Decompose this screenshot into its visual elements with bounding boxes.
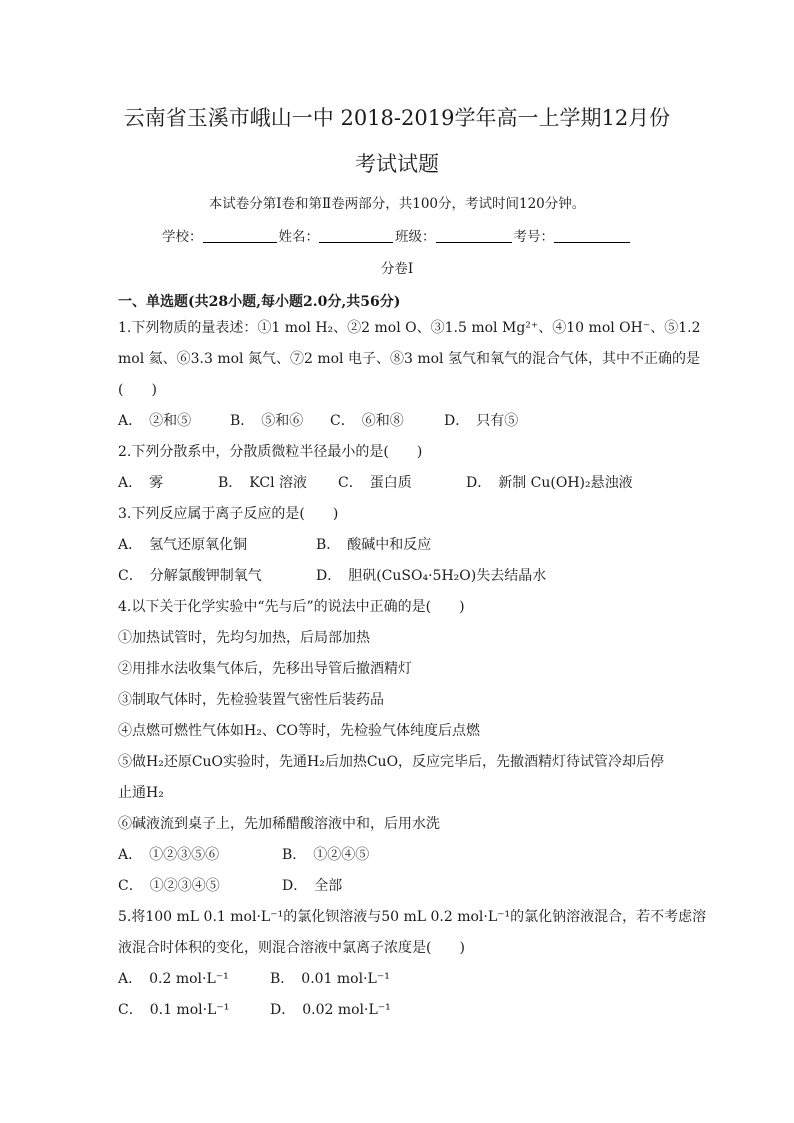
question-2 <box>118 437 676 499</box>
question-5 <box>118 902 707 1026</box>
question-line: ⑥碱液流到桌子上，先加稀醋酸溶液中和，后用水洗 <box>118 816 440 832</box>
exam-intro: 本试卷分第Ⅰ卷和第Ⅱ卷两部分，共100分，考试时间120分钟。 <box>208 196 586 212</box>
question-3 <box>118 499 676 592</box>
exam-no-blank[interactable] <box>554 228 630 243</box>
option-c[interactable]: C． ⑥和⑧ <box>330 413 404 429</box>
exam-title-line1: 云南省玉溪市峨山一中 2018-2019学年高一上学期12月份 <box>123 106 671 130</box>
school-label: 学校： <box>162 229 203 245</box>
option-a[interactable]: A． 雾 <box>118 475 164 491</box>
options-row <box>118 530 676 561</box>
question-line: 1.下列物质的量表述：①1 mol H₂、②2 mol O、③1.5 mol Mg²⁺、④10 mol OH⁻、⑤1.2 <box>118 320 701 336</box>
question-line: ⑤做H₂还原CuO实验时，先通H₂后加热CuO，反应完毕后，先撤酒精灯待试管冷却后停 <box>118 754 665 770</box>
option-a[interactable]: A． ②和⑤ <box>118 413 192 429</box>
question-line: ②用排水法收集气体后，先移出导管后撤酒精灯 <box>118 661 412 677</box>
options-row <box>118 840 676 871</box>
question-line: ( ) <box>118 382 157 398</box>
option-b[interactable]: B． 酸碱中和反应 <box>316 537 432 553</box>
option-d[interactable]: D． 0.02 mol·L⁻¹ <box>270 1002 391 1018</box>
question-line: 4.以下关于化学实验中“先与后”的说法中正确的是( ) <box>118 599 465 615</box>
option-b[interactable]: B． ⑤和⑥ <box>230 413 304 429</box>
question-line: ①加热试管时，先均匀加热，后局部加热 <box>118 630 370 646</box>
option-c[interactable]: C． 0.1 mol·L⁻¹ <box>118 1002 230 1018</box>
option-c[interactable]: C． 蛋白质 <box>338 475 412 491</box>
options-row <box>118 995 676 1026</box>
options-row <box>118 964 676 995</box>
exam-title-line2: 考试试题 <box>355 152 439 176</box>
student-info-fields <box>118 227 676 247</box>
options-row <box>118 561 676 592</box>
option-a[interactable]: A． 0.2 mol·L⁻¹ <box>118 971 229 987</box>
volume-label: 分卷I <box>380 261 414 277</box>
section-heading: 一、单选题(共28小题,每小题2.0分,共56分) <box>118 294 401 310</box>
question-line: 2.下列分散系中，分散质微粒半径最小的是( ) <box>118 444 423 460</box>
school-blank[interactable] <box>203 228 277 243</box>
option-d[interactable]: D． 胆矾(CuSO₄·5H₂O)失去结晶水 <box>316 568 547 584</box>
class-label: 班级： <box>395 229 436 245</box>
options-row <box>118 468 676 499</box>
option-a[interactable]: A． 氢气还原氧化铜 <box>118 537 248 553</box>
option-d[interactable]: D． 新制 Cu(OH)₂悬浊液 <box>466 475 633 491</box>
option-d[interactable]: D． 全部 <box>282 878 343 894</box>
class-blank[interactable] <box>436 228 512 243</box>
question-line: 3.下列反应属于离子反应的是( ) <box>118 506 339 522</box>
option-b[interactable]: B． KCl 溶液 <box>218 475 308 491</box>
option-d[interactable]: D． 只有⑤ <box>444 413 519 429</box>
option-a[interactable]: A． ①②③⑤⑥ <box>118 847 220 863</box>
name-label: 姓名： <box>278 229 319 245</box>
option-b[interactable]: B． ①②④⑤ <box>282 847 370 863</box>
exam-no-label: 考号： <box>513 229 554 245</box>
question-line: ④点燃可燃性气体如H₂、CO等时，先检验气体纯度后点燃 <box>118 723 481 739</box>
question-line: 5.将100 mL 0.1 mol·L⁻¹的氯化钡溶液与50 mL 0.2 mol·L⁻¹的氯化钠溶液混合，若不考虑溶 <box>118 909 707 925</box>
options-row <box>118 871 676 902</box>
question-line: 止通H₂ <box>118 785 164 801</box>
question-line: mol 氦、⑥3.3 mol 氮气、⑦2 mol 电子、⑧3 mol 氢气和氧气的混合气体，其中不正确的是 <box>118 351 700 367</box>
option-c[interactable]: C． 分解氯酸钾制氧气 <box>118 568 262 584</box>
option-b[interactable]: B． 0.01 mol·L⁻¹ <box>270 971 390 987</box>
name-blank[interactable] <box>319 228 393 243</box>
question-line: ③制取气体时，先检验装置气密性后装药品 <box>118 692 384 708</box>
options-row <box>118 406 676 437</box>
question-line: 液混合时体积的变化，则混合溶液中氯离子浓度是( ) <box>118 940 465 956</box>
option-c[interactable]: C． ①②③④⑤ <box>118 878 220 894</box>
question-1 <box>118 313 701 437</box>
question-4 <box>118 592 676 902</box>
